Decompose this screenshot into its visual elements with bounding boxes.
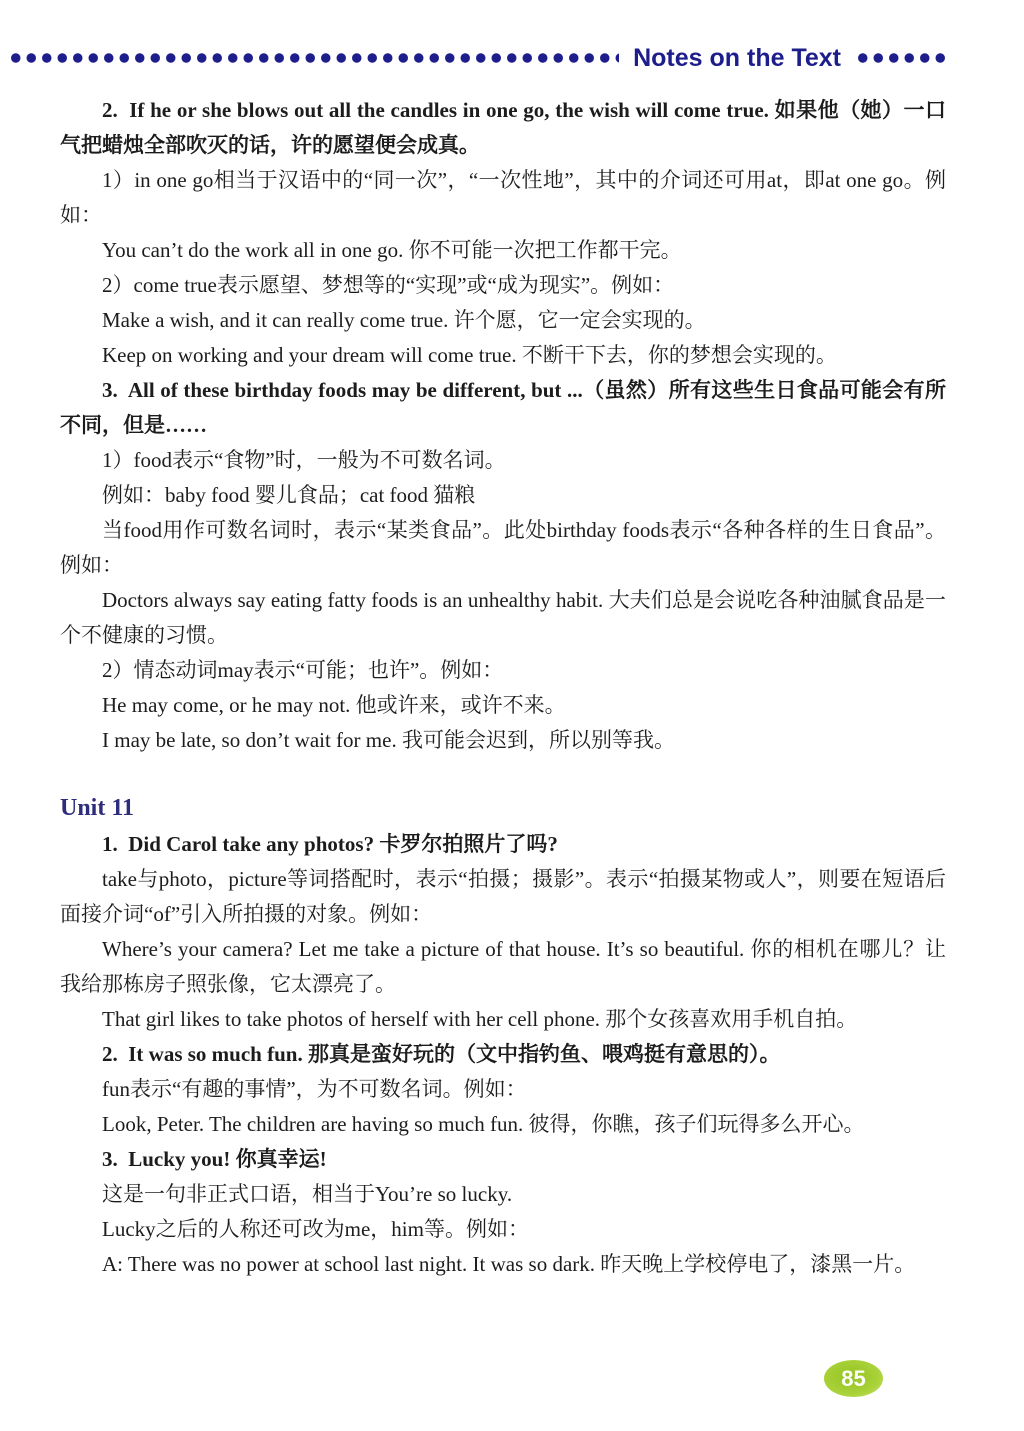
note-example: 例如：baby food 婴儿食品；cat food 猫粮 xyxy=(102,483,476,507)
note-heading: 3. Lucky you! 你真幸运! xyxy=(102,1147,327,1171)
note-body: 1）in one go相当于汉语中的“同一次”，“一次性地”，其中的介词还可用at，即at one go。例如： xyxy=(60,168,946,227)
unit-title: Unit 11 xyxy=(60,795,135,821)
page-number: 85 xyxy=(841,1365,866,1391)
note-example: You can’t do the work all in one go. 你不可能一次把工作都干完。 xyxy=(102,238,682,262)
note-heading: 3. All of these birthday foods may be different, but ...（虽然）所有这些生日食品可能会有所不同，但是…… xyxy=(60,378,946,437)
note-body: 当food用作可数名词时，表示“某类食品”。此处birthday foods表示“各种各样的生日食品”。例如： xyxy=(60,518,946,577)
note-example: He may come, or he may not. 他或许来，或许不来。 xyxy=(102,693,566,717)
note-example: That girl likes to take photos of herself with her cell phone. 那个女孩喜欢用手机自拍。 xyxy=(102,1007,858,1031)
note-body: fun表示“有趣的事情”，为不可数名词。例如： xyxy=(102,1077,527,1101)
note-body: take与photo，picture等词搭配时，表示“拍摄；摄影”。表示“拍摄某物或人”，则要在短语后面接介词“of”引入所拍摄的对象。例如： xyxy=(60,867,946,926)
note-body: 2）情态动词may表示“可能；也许”。例如： xyxy=(102,658,504,682)
note-body: Lucky之后的人称还可改为me，him等。例如： xyxy=(102,1217,529,1241)
note-example: A: There was no power at school last night. It was so dark. 昨天晚上学校停电了，漆黑一片。 xyxy=(102,1252,916,1276)
note-body: 这是一句非正式口语，相当于You’re so lucky. xyxy=(102,1182,513,1206)
dotted-divider-right xyxy=(855,52,948,64)
dotted-divider-left xyxy=(8,52,619,64)
note-example: Where’s your camera? Let me take a picture of that house. It’s so beautiful. 你的相机在哪儿？让我给那栋房子照张像，它太漂亮了。 xyxy=(60,937,946,996)
note-body: 2）come true表示愿望、梦想等的“实现”或“成为现实”。例如： xyxy=(102,273,675,297)
note-heading: 2. If he or she blows out all the candles in one go, the wish will come true. 如果他（她）一口气把蜡烛全部吹灭的话，许的愿望便会成真。 xyxy=(60,98,946,157)
note-body: 1）food表示“食物”时，一般为不可数名词。 xyxy=(102,448,506,472)
page-number-badge xyxy=(824,1360,883,1397)
note-heading: 2. It was so much fun. 那真是蛮好玩的（文中指钓鱼、喂鸡挺有意思的）。 xyxy=(102,1042,781,1066)
note-example: Make a wish, and it can really come true. 许个愿，它一定会实现的。 xyxy=(102,308,706,332)
page-title: Notes on the Text xyxy=(633,43,841,72)
note-example: Doctors always say eating fatty foods is an unhealthy habit. 大夫们总是会说吃各种油腻食品是一个不健康的习惯。 xyxy=(60,588,946,647)
note-example: I may be late, so don’t wait for me. 我可能会迟到，所以别等我。 xyxy=(102,728,675,752)
note-heading: 1. Did Carol take any photos? 卡罗尔拍照片了吗? xyxy=(102,832,558,856)
page-header xyxy=(8,44,948,72)
note-example: Keep on working and your dream will come true. 不断干下去，你的梦想会实现的。 xyxy=(102,343,837,367)
note-example: Look, Peter. The children are having so much fun. 彼得，你瞧，孩子们玩得多么开心。 xyxy=(102,1112,865,1136)
notes-content xyxy=(60,93,946,1282)
